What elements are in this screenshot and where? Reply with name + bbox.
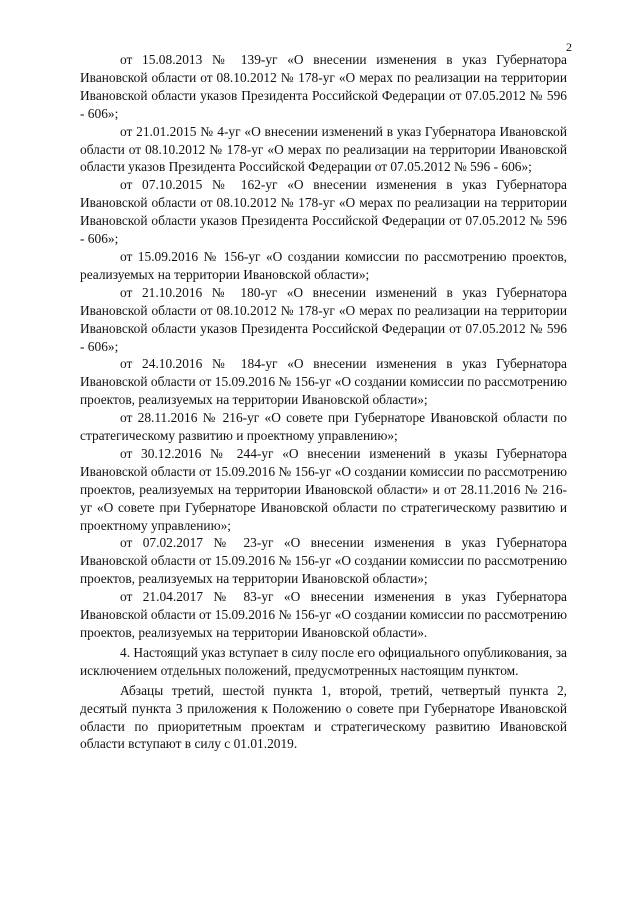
clause-4-paragraph: 4. Настоящий указ вступает в силу после его официального опубликования, за исключением отдельных положений, предусмотренных настоящим пунктом. [80,644,567,678]
page-number: 2 [566,40,572,54]
list-item-decree-2013-139: от 15.08.2013 № 139-уг «О внесении изменения в указ Губернатора Ивановской области от 08.10.2012 № 178-уг «О мерах по реализации на территории Ивановской области указов Президента Российской Федерации от 07.05.2012 № 596 - 606»; [80,52,567,121]
list-item-decree-2017-83: от 21.04.2017 № 83-уг «О внесении изменения в указ Губернатора Ивановской области от 15.09.2016 № 156-уг «О создании комиссии по рассмотрению проектов, реализуемых на территории Ивановской области». [80,589,567,640]
list-item-decree-2015-4: от 21.01.2015 № 4-уг «О внесении изменений в указ Губернатора Ивановской области от 08.10.2012 № 178-уг «О мерах по реализации на территории Ивановской области указов Президента Российской Федерации от 07.05.2012 № 596 - 606»; [80,123,567,175]
list-item-decree-2016-244: от 30.12.2016 № 244-уг «О внесении изменений в указы Губернатора Ивановской области от 15.09.2016 № 156-уг «О создании комиссии по рассмотрению проектов, реализуемых на территории Ивановской области» и от 28.11.2016 № 216-уг «О совете при Губернаторе Ивановской области по стратегическому развитию и проектному управлению»; [80,445,567,533]
effective-date-paragraph: Абзацы третий, шестой пункта 1, второй, третий, четвертый пункта 2, десятый пункта 3 приложения к Положению о совете при Губернаторе Ивановской области по приоритетным проектам и стратегическому развитию Ивановской области вступают в силу с 01.01.2019. [80,682,567,752]
list-item-decree-2016-216: от 28.11.2016 № 216-уг «О совете при Губернаторе Ивановской области по стратегическому развитию и проектному управлению»; [80,410,567,444]
list-item-decree-2016-184: от 24.10.2016 № 184-уг «О внесении изменения в указ Губернатора Ивановской области от 15.09.2016 № 156-уг «О создании комиссии по рассмотрению проектов, реализуемых на территории Ивановской области»; [80,356,567,408]
list-item-decree-2017-23: от 07.02.2017 № 23-уг «О внесении изменения в указ Губернатора Ивановской области от 15.09.2016 № 156-уг «О создании комиссии по рассмотрению проектов, реализуемых на территории Ивановской области»; [80,535,567,587]
list-item-decree-2016-180: от 21.10.2016 № 180-уг «О внесении изменений в указ Губернатора Ивановской области от 08.10.2012 № 178-уг «О мерах по реализации на территории Ивановской области указов Президента Российской Федерации от 07.05.2012 № 596 - 606»; [80,284,567,354]
list-item-decree-2015-162: от 07.10.2015 № 162-уг «О внесении изменения в указ Губернатора Ивановской области от 08.10.2012 № 178-уг «О мерах по реализации на территории Ивановской области указов Президента Российской Федерации от 07.05.2012 № 596 - 606»; [80,177,567,247]
list-item-decree-2016-156: от 15.09.2016 № 156-уг «О создании комиссии по рассмотрению проектов, реализуемых на территории Ивановской области»; [80,248,567,282]
document-body [80,51,567,753]
